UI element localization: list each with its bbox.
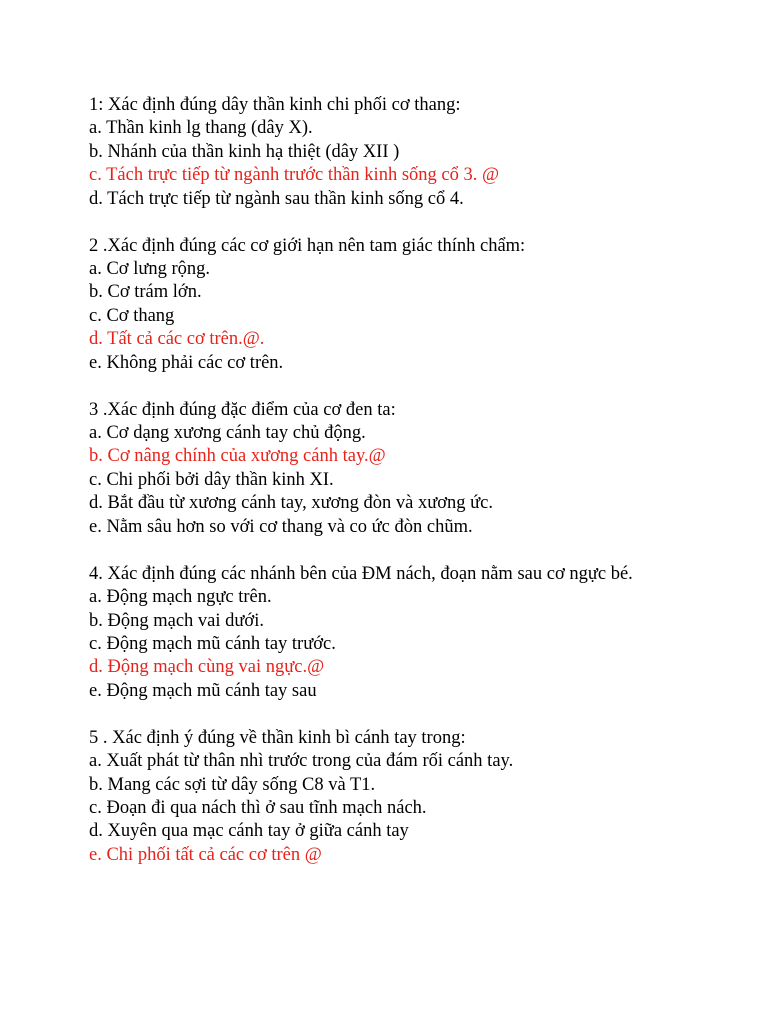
question-1	[89, 94, 679, 211]
question-4	[89, 563, 679, 703]
option-a: a. Xuất phát từ thân nhì trước trong của đám rối cánh tay.	[89, 751, 514, 772]
option-b: b. Mang các sợi từ dây sống C8 và T1.	[89, 774, 376, 795]
option-c-correct: c. Tách trực tiếp từ ngành trước thần kinh sống cổ 3. @	[89, 165, 500, 186]
option-c: c. Chi phối bởi dây thần kinh XI.	[89, 469, 334, 490]
option-e: e. Động mạch mũ cánh tay sau	[89, 680, 317, 701]
option-a: a. Thần kinh lg thang (dây X).	[89, 118, 313, 139]
question-3	[89, 399, 679, 539]
option-e-correct: e. Chi phối tất cả các cơ trên @	[89, 844, 322, 865]
question-stem: 5 . Xác định ý đúng về thần kinh bì cánh tay trong:	[89, 727, 466, 748]
option-d: d. Xuyên qua mạc cánh tay ở giữa cánh tay	[89, 821, 409, 842]
option-b: b. Cơ trám lớn.	[89, 282, 202, 303]
option-a: a. Cơ lưng rộng.	[89, 259, 211, 280]
option-d-correct: d. Tất cả các cơ trên.@.	[89, 329, 265, 350]
question-stem: 3 .Xác định đúng đặc điểm của cơ đen ta:	[89, 399, 396, 420]
option-a: a. Động mạch ngực trên.	[89, 587, 272, 608]
option-a: a. Cơ dạng xương cánh tay chủ động.	[89, 423, 366, 444]
option-c: c. Cơ thang	[89, 305, 175, 326]
option-b-correct: b. Cơ nâng chính của xương cánh tay.@	[89, 446, 386, 467]
question-2	[89, 235, 679, 375]
question-5	[89, 727, 679, 867]
option-e: e. Không phải các cơ trên.	[89, 352, 284, 373]
option-e: e. Nằm sâu hơn so với cơ thang và co ức đòn chũm.	[89, 516, 473, 537]
option-c: c. Đoạn đi qua nách thì ở sau tĩnh mạch nách.	[89, 797, 427, 818]
option-b: b. Nhánh của thần kinh hạ thiệt (dây XII )	[89, 141, 400, 162]
document-page	[89, 94, 679, 891]
option-d: d. Tách trực tiếp từ ngành sau thần kinh sống cổ 4.	[89, 188, 464, 209]
question-stem: 4. Xác định đúng các nhánh bên của ĐM nách, đoạn nằm sau cơ ngực bé.	[89, 563, 633, 584]
option-c: c. Động mạch mũ cánh tay trước.	[89, 633, 336, 654]
option-b: b. Động mạch vai dưới.	[89, 610, 264, 631]
option-d: d. Bắt đầu từ xương cánh tay, xương đòn và xương ức.	[89, 493, 494, 514]
question-stem: 1: Xác định đúng dây thần kinh chi phối cơ thang:	[89, 95, 461, 115]
question-stem: 2 .Xác định đúng các cơ giới hạn nên tam giác thính chẩm:	[89, 235, 526, 256]
option-d-correct: d. Động mạch cùng vai ngực.@	[89, 657, 325, 678]
